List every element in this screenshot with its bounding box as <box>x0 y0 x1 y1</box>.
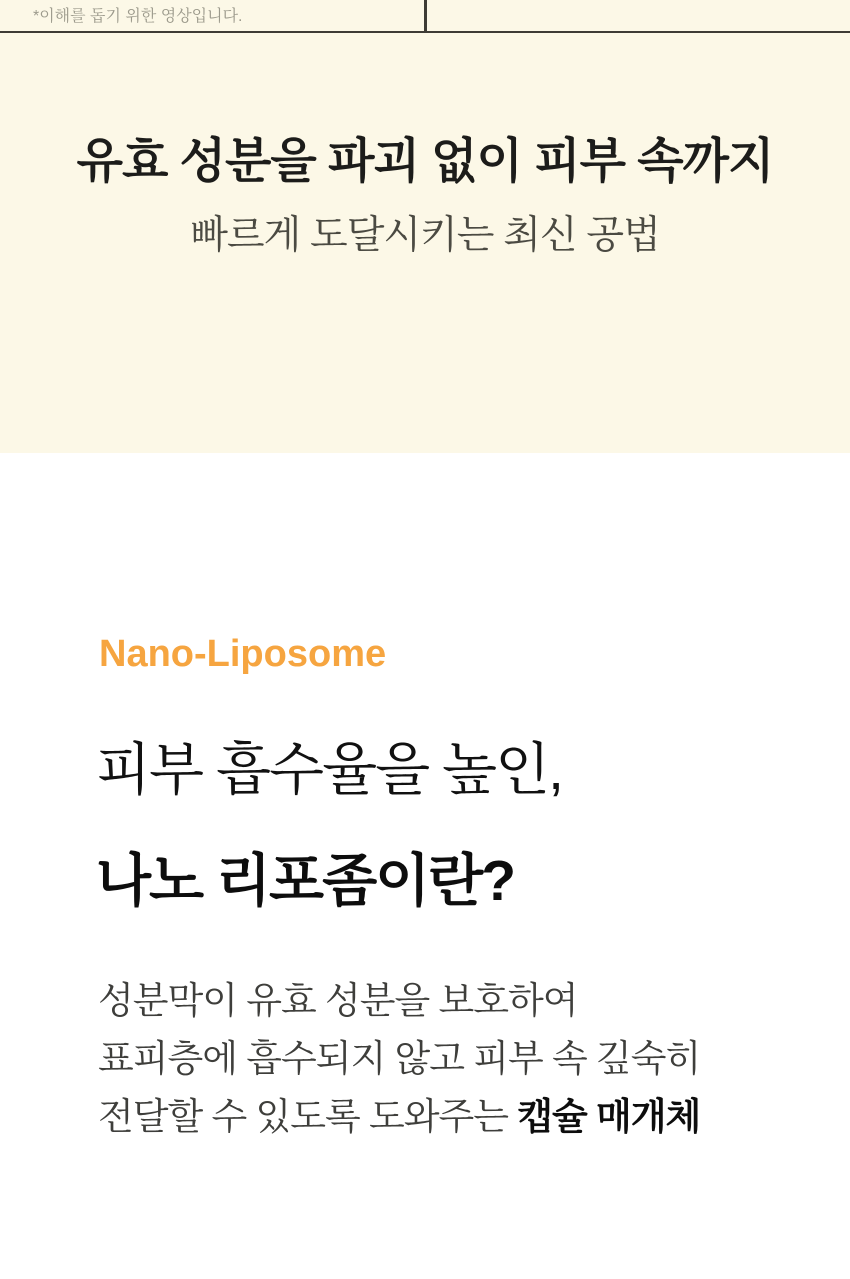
body-line-3-bold: 캡슐 매개체 <box>517 1096 701 1137</box>
body-line-3-regular: 전달할 수 있도록 도와주는 <box>98 1096 518 1137</box>
notice-bar-divider <box>424 0 427 33</box>
eyebrow-nano-liposome: Nano-Liposome <box>99 633 387 675</box>
notice-bar <box>0 0 850 33</box>
body-line-1: 성분막이 유효 성분을 보호하여 <box>98 980 578 1021</box>
notice-disclaimer-text: *이해를 돕기 위한 영상입니다. <box>33 8 243 25</box>
body-line-2: 표피층에 흡수되지 않고 피부 속 깊숙히 <box>98 1038 701 1079</box>
section-body-paragraph <box>98 972 700 1146</box>
hero-subtitle: 빠르게 도달시키는 최신 공법 <box>190 214 660 257</box>
hero-title: 유효 성분을 파괴 없이 피부 속까지 <box>76 135 774 188</box>
section-heading-line2: 나노 리포좀이란? <box>96 849 515 913</box>
section-heading-line1: 피부 흡수율을 높인, <box>96 738 563 802</box>
